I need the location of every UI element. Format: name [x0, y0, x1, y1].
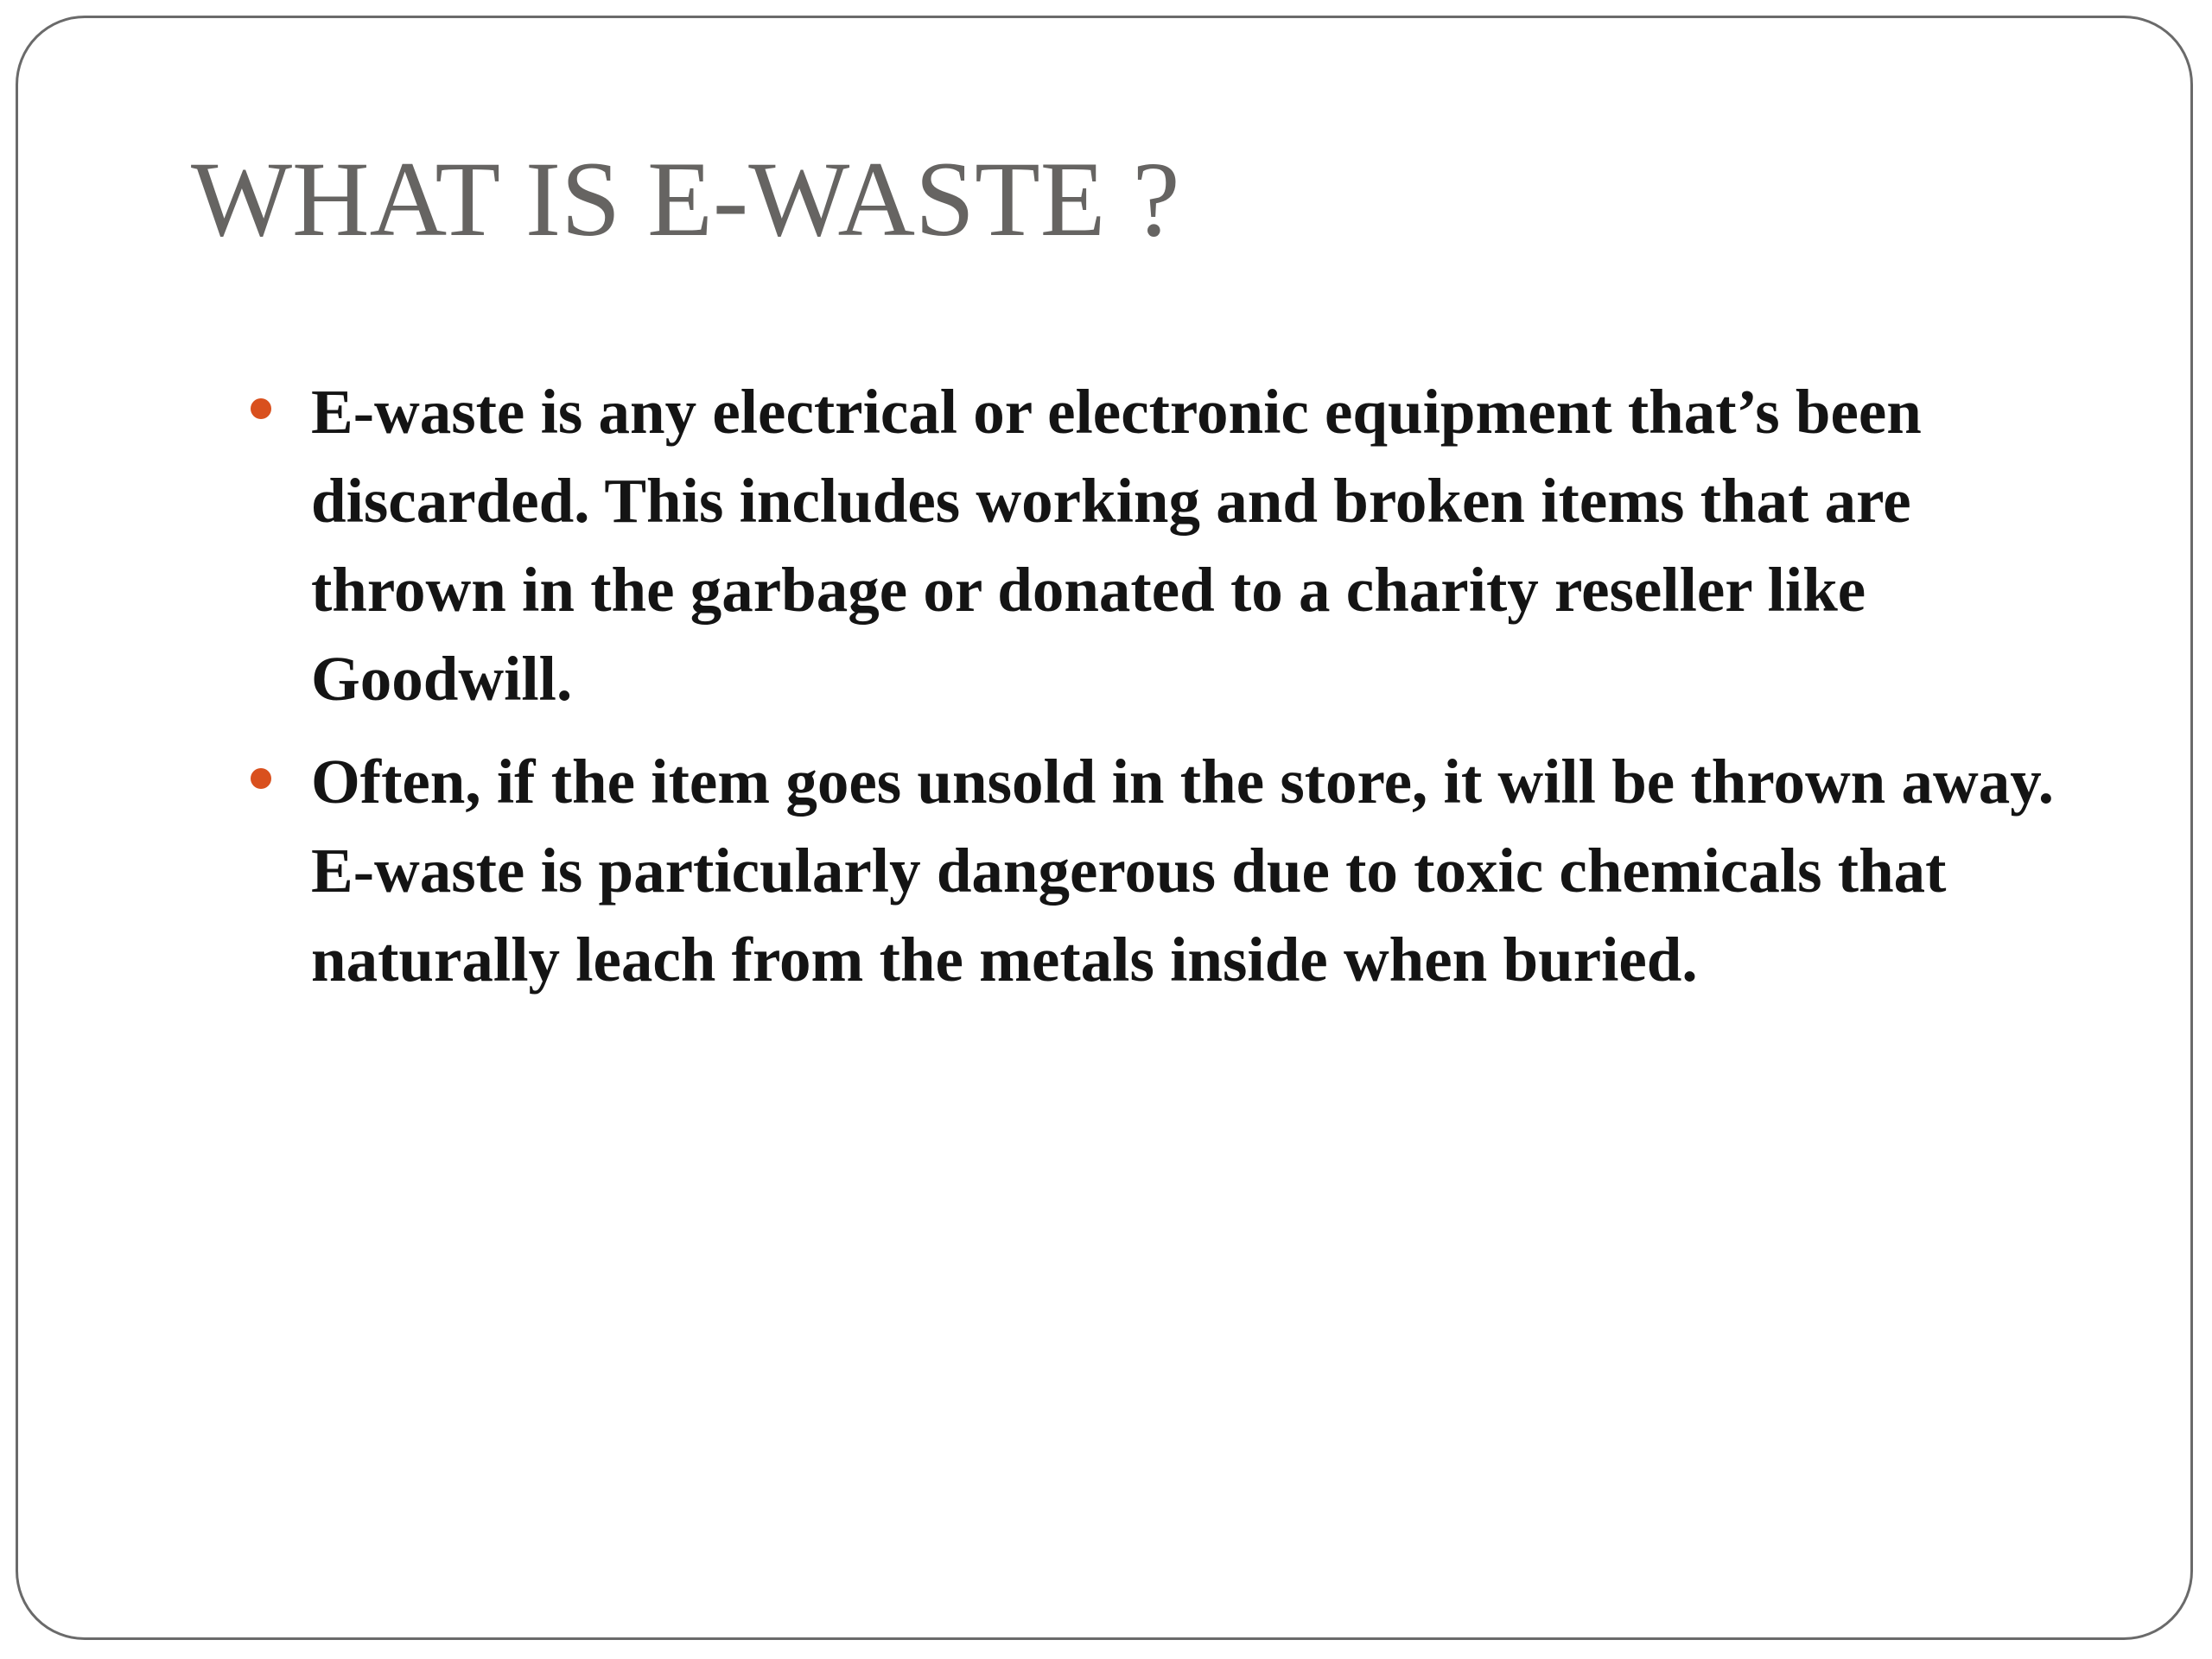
bullet-list — [251, 367, 2091, 1018]
slide-title: WHAT IS E-WASTE ? — [191, 140, 1180, 258]
bullet-item-2 — [251, 737, 2091, 1004]
bullet-text-1: E-waste is any electrical or electronic equipment that’s been discarded. This includes working and broken items that are thrown in the garbage or donated to a charity reseller like Goodwill. — [311, 377, 1922, 714]
bullet-dot-icon — [251, 768, 271, 789]
bullet-dot-icon — [251, 398, 271, 419]
bullet-text-2: Often, if the item goes unsold in the store, it will be thrown away. E-waste is particularly dangerous due to toxic chemicals that naturally leach from the metals inside when buried. — [311, 747, 2054, 995]
bullet-item-1 — [251, 367, 2091, 723]
